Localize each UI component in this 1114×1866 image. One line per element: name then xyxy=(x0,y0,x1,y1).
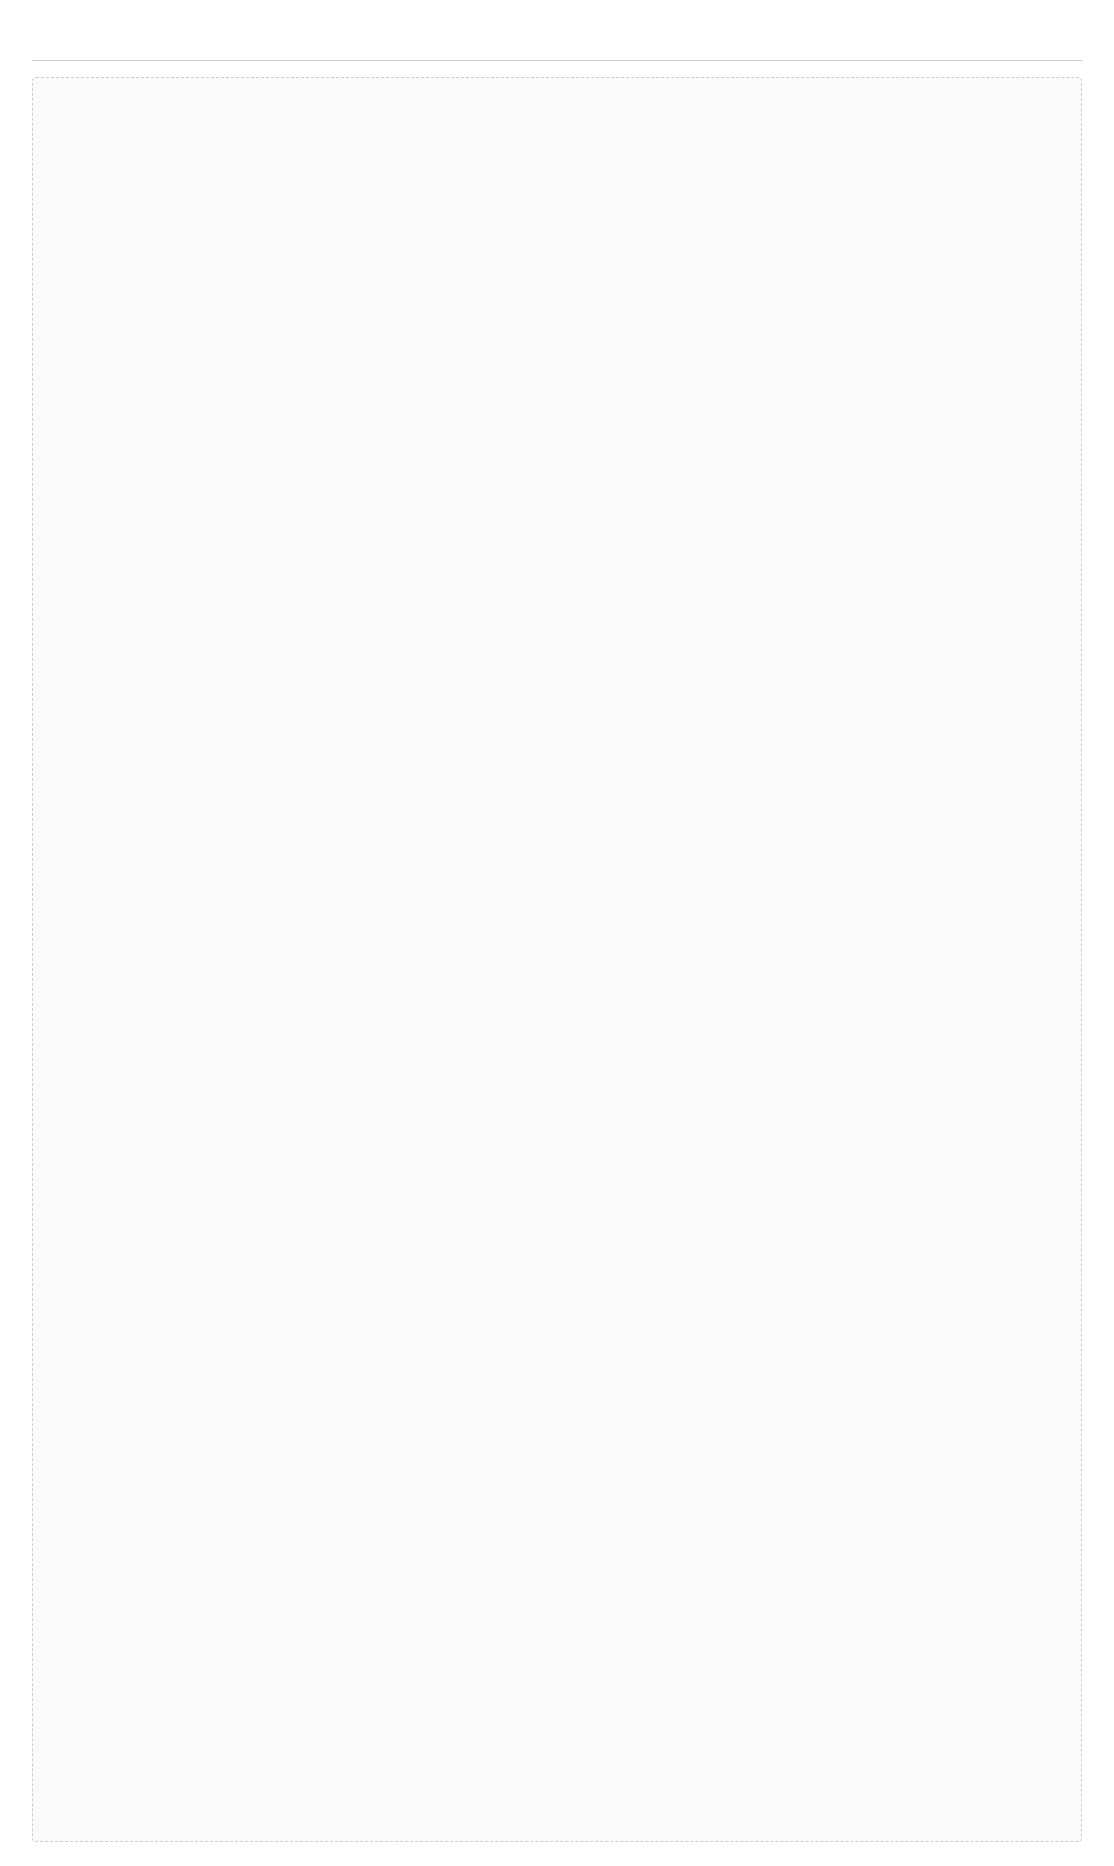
content-region xyxy=(32,77,1082,1842)
page-title xyxy=(32,24,1082,48)
title-bar xyxy=(32,24,1082,61)
